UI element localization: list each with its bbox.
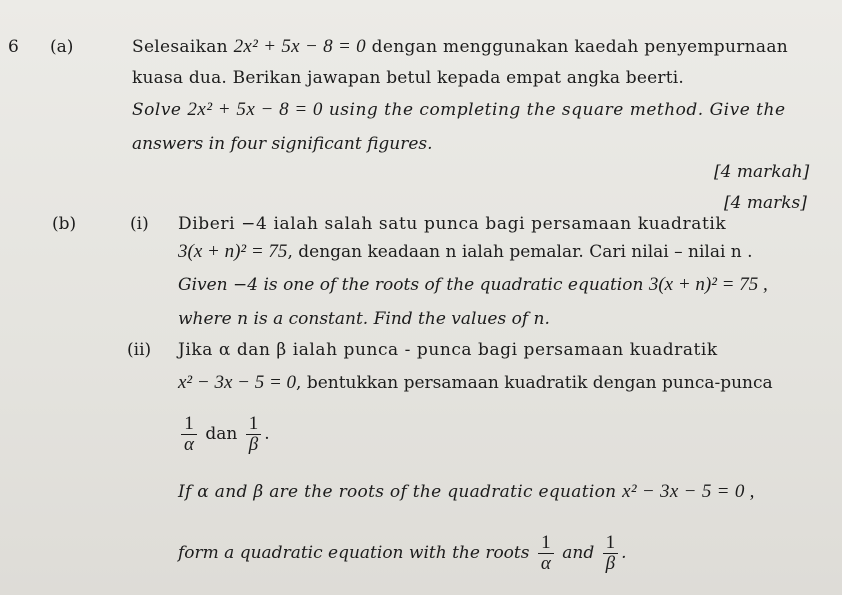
- fraction-one-over-beta: $\frac{1}{\beta}$: [246, 414, 262, 455]
- part-a-en-line2: answers in four significant figures.: [132, 134, 433, 154]
- fraction-one-over-alpha: $\frac{1}{\alpha}$: [181, 414, 197, 455]
- equation-x2-3x-5: x² − 3x − 5 = 0: [178, 372, 297, 393]
- equation-2x2-5x-8: 2x² + 5x − 8 = 0: [233, 36, 366, 57]
- equation-3xn2-75-en: 3(x + n)² = 75 ,: [648, 274, 768, 295]
- part-b-i-ms-line2: 3(x + n)² = 75, dengan keadaan n ialah pemalar. Cari nilai – nilai n .: [178, 241, 753, 262]
- equation-3xn2-75: 3(x + n)² = 75: [178, 241, 288, 262]
- fraction-one-over-beta-en: $\frac{1}{\beta}$: [603, 533, 619, 574]
- equation-x2-3x-5-en: x² − 3x − 5 = 0 ,: [622, 481, 755, 502]
- part-a-ms-line1: Selesaikan 2x² + 5x − 8 = 0 dengan menggunakan kaedah penyempurnaan: [132, 36, 789, 57]
- part-b-i-en-line2: where n is a constant. Find the values of n.: [178, 309, 550, 329]
- marks-en: [4 marks]: [724, 193, 807, 213]
- part-a-ms-line2: kuasa dua. Berikan jawapan betul kepada empat angka beerti.: [132, 68, 684, 88]
- part-b-ii-en-line1: If α and β are the roots of the quadratic equation x² − 3x − 5 = 0 ,: [178, 481, 755, 502]
- part-b-label: (b): [52, 214, 77, 234]
- question-number: 6: [8, 37, 19, 57]
- part-b-ii-en-line2: form a quadratic equation with the roots $\frac{1}{\alpha}$ and $\frac{1}{\beta}$ .: [178, 532, 627, 574]
- equation-2x2-5x-8-en: 2x² + 5x − 8 = 0: [187, 99, 323, 120]
- marks-ms: [4 markah]: [714, 162, 810, 182]
- part-b-ii-ms-line3: $\frac{1}{\alpha}$ dan $\frac{1}{\beta}$ .: [178, 410, 270, 458]
- fraction-one-over-alpha-en: $\frac{1}{\alpha}$: [538, 533, 554, 574]
- part-b-i-ms-line1: Diberi −4 ialah salah satu punca bagi persamaan kuadratik: [178, 214, 727, 234]
- part-b-ii-ms-line2: x² − 3x − 5 = 0, bentukkan persamaan kuadratik dengan punca-punca: [178, 372, 773, 393]
- part-a-label: (a): [50, 37, 74, 57]
- part-b-ii-label: (ii): [127, 340, 152, 360]
- part-a-en-line1: Solve 2x² + 5x − 8 = 0 using the completing the square method. Give the: [132, 99, 786, 120]
- part-b-i-en-line1: Given −4 is one of the roots of the quadratic equation 3(x + n)² = 75 ,: [178, 274, 768, 295]
- part-b-ii-ms-line1: Jika α dan β ialah punca - punca bagi persamaan kuadratik: [178, 340, 718, 360]
- part-b-i-label: (i): [130, 214, 149, 234]
